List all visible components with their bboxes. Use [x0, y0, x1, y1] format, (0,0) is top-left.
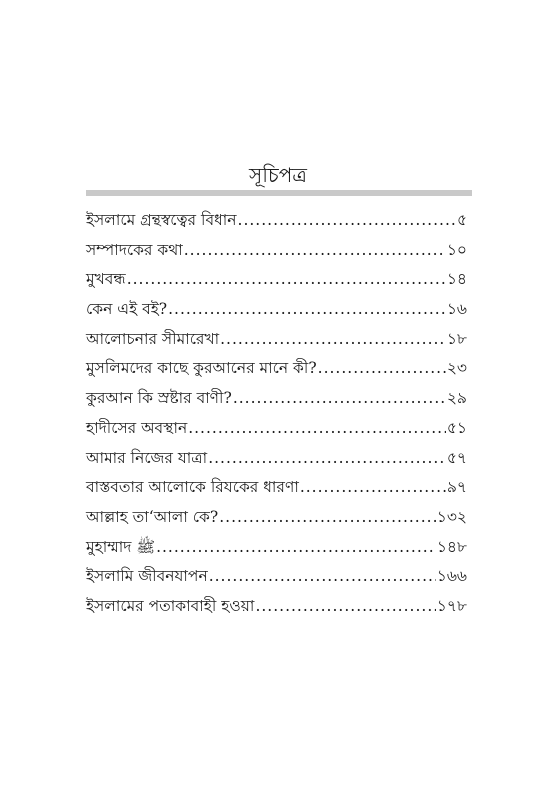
toc-entry-title: মুখবন্ধ — [86, 270, 126, 289]
dot-leader — [188, 414, 446, 444]
toc-entry-page: ১৭৮ — [436, 596, 467, 615]
dot-leader — [184, 236, 446, 266]
toc-entry-page: ৯৭ — [446, 478, 467, 497]
toc-entry[interactable] — [86, 473, 467, 503]
toc-entry[interactable] — [86, 562, 467, 592]
toc-entry-page: ১৬ — [446, 300, 467, 319]
dot-leader — [233, 384, 446, 414]
toc-entry-page: ১০ — [446, 240, 467, 259]
toc-entry-page: ৫ — [456, 211, 467, 229]
toc-entry-title: আলোচনার সীমারেখা — [86, 329, 220, 348]
toc-entry-page: ১৮ — [446, 329, 467, 348]
toc-entry[interactable] — [86, 384, 467, 414]
toc-entry[interactable] — [86, 206, 467, 236]
dot-leader — [209, 562, 436, 592]
toc-entry[interactable] — [86, 503, 467, 533]
toc-entry-title: ইসলামের পতাকাবাহী হওয়া — [86, 596, 255, 615]
toc-entry-title: ইসলামি জীবনযাপন — [86, 567, 208, 586]
toc-entry[interactable] — [86, 444, 467, 474]
toc-entry-title: কুরআন কি স্রষ্টার বাণী? — [86, 389, 232, 408]
toc-entry-title: ইসলামে গ্রন্থস্বত্বের বিধান — [86, 211, 237, 229]
toc-entry[interactable] — [86, 414, 467, 444]
dot-leader — [300, 473, 446, 503]
toc-entry-page: ৫১ — [446, 418, 467, 437]
toc-entry-page: ২৩ — [446, 359, 467, 378]
toc-entry[interactable] — [86, 265, 467, 295]
toc-entry[interactable] — [86, 592, 467, 622]
toc-entry-title: বাস্তবতার আলোকে রিযকের ধারণা — [86, 478, 299, 497]
toc-entry[interactable] — [86, 325, 467, 355]
dot-leader — [127, 265, 446, 295]
dot-leader — [255, 592, 435, 622]
toc-entry-title: সম্পাদকের কথা — [86, 240, 183, 259]
toc-entry-page: ১৬৬ — [436, 567, 467, 586]
toc-entry-title: হাদীসের অবস্থান — [86, 418, 188, 437]
toc-entry[interactable] — [86, 295, 467, 325]
toc-entry-title: মুহাম্মাদ ﷺ — [86, 537, 156, 556]
toc-entry-page: ১৪ — [446, 270, 467, 289]
toc-entry[interactable] — [86, 236, 467, 266]
dot-leader — [318, 354, 446, 384]
toc-entry-page: ২৯ — [446, 389, 467, 408]
page-title: সূচিপত্র — [249, 163, 307, 187]
toc-entry-page: ১৩২ — [436, 507, 467, 526]
dot-leader — [220, 325, 446, 355]
dot-leader — [219, 503, 436, 533]
dot-leader — [156, 533, 436, 563]
toc-entry[interactable] — [86, 354, 467, 384]
toc-entry-page: ৫৭ — [446, 448, 467, 467]
toc-entry-title: মুসলিমদের কাছে কুরআনের মানে কী? — [86, 359, 317, 378]
toc-entry-title: কেন এই বই? — [86, 300, 168, 319]
dot-leader — [238, 206, 456, 236]
dot-leader — [168, 295, 446, 325]
title-divider — [86, 190, 472, 196]
toc-entry-page: ১৪৮ — [436, 537, 467, 556]
toc-entry-title: আল্লাহ তা‘আলা কে? — [86, 507, 219, 526]
dot-leader — [208, 444, 446, 474]
toc-entry-title: আমার নিজের যাত্রা — [86, 448, 208, 467]
toc-entry[interactable] — [86, 533, 467, 563]
table-of-contents — [86, 206, 467, 622]
